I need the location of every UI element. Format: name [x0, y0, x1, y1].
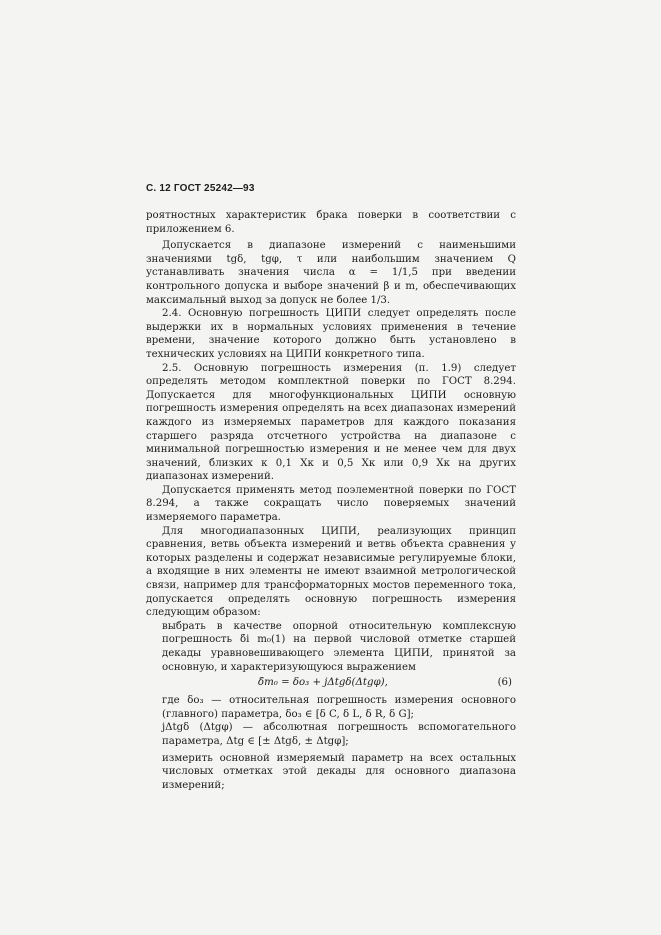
paragraph: jΔtgδ (Δtgφ) — абсолютная погрешность вспомогательного параметра, Δtg ∈ [± Δtgδ, ± Δtgφ]; [162, 722, 516, 747]
formula-number: (6) [497, 677, 512, 689]
paragraph: роятностных характеристик брака поверки в соответствии с приложением 6. [146, 210, 516, 235]
document-body [146, 209, 516, 792]
paragraph: Допускается в диапазоне измерений с наименьшими значениями tgδ, tgφ, τ или наибольшим значением Q устанавливать значения числа α = 1/1,5 при введении контрольного допуска и выборе значений β и m, обеспечивающих максимальный выход за допуск не более 1/3. [146, 240, 516, 306]
paragraph: выбрать в качестве опорной относительную комплексную погрешность δ̇i m₀(1) на первой числовой отметке старшей декады уравновешивающего элемента ЦИПИ, принятой за основную, и характеризующуюся выражением [162, 620, 516, 673]
paragraph: 2.5. Основную погрешность измерения (п. 1.9) следует определять методом комплектной поверки по ГОСТ 8.294. Допускается для многофункциональных ЦИПИ основную погрешность измерения определять на всех диапазонах измерений каждого из измеряемых параметров для каждого показания старшего разряда отсчетного устройства на диапазоне с минимальной погрешностью измерения и не менее чем для двух значений, близких к 0,1 Xк и 0,5 Xк или 0,9 Xк на других диапазонах измерений. [146, 362, 516, 483]
paragraph: Допускается применять метод поэлементной поверки по ГОСТ 8.294, а также сокращать число поверяемых значений измеряемого параметра. [146, 484, 516, 524]
paragraph: 2.4. Основную погрешность ЦИПИ следует определять после выдержки их в нормальных условиях применения в течение времени, значение которого должно быть установлено в технических условиях на ЦИПИ конкретного типа. [146, 308, 516, 360]
formula-expression: δ̇m₀ = δo₃ + jΔtgδ(Δtgφ), [258, 677, 388, 689]
paragraph: Для многодиапазонных ЦИПИ, реализующих принцип сравнения, ветвь объекта измерений и ветвь объекта сравнения у которых разделены и содержат независимые регулируемые блоки, а входящие в них элементы не имеют взаимной метрологической связи, например для трансформаторных мостов переменного тока, допускается определять основную погрешность измерения следующим образом: [146, 525, 516, 619]
page-header: С. 12 ГОСТ 25242—93 [146, 183, 255, 194]
formula-6 [146, 675, 516, 691]
paragraph: где δo₃ — относительная погрешность измерения основного (главного) параметра, δo₃ ∈ [δ C, δ L, δ R, δ G]; [162, 695, 516, 720]
paragraph: измерить основной измеряемый параметр на всех остальных числовых отметках этой декады для основного диапазона измерений; [162, 752, 516, 791]
